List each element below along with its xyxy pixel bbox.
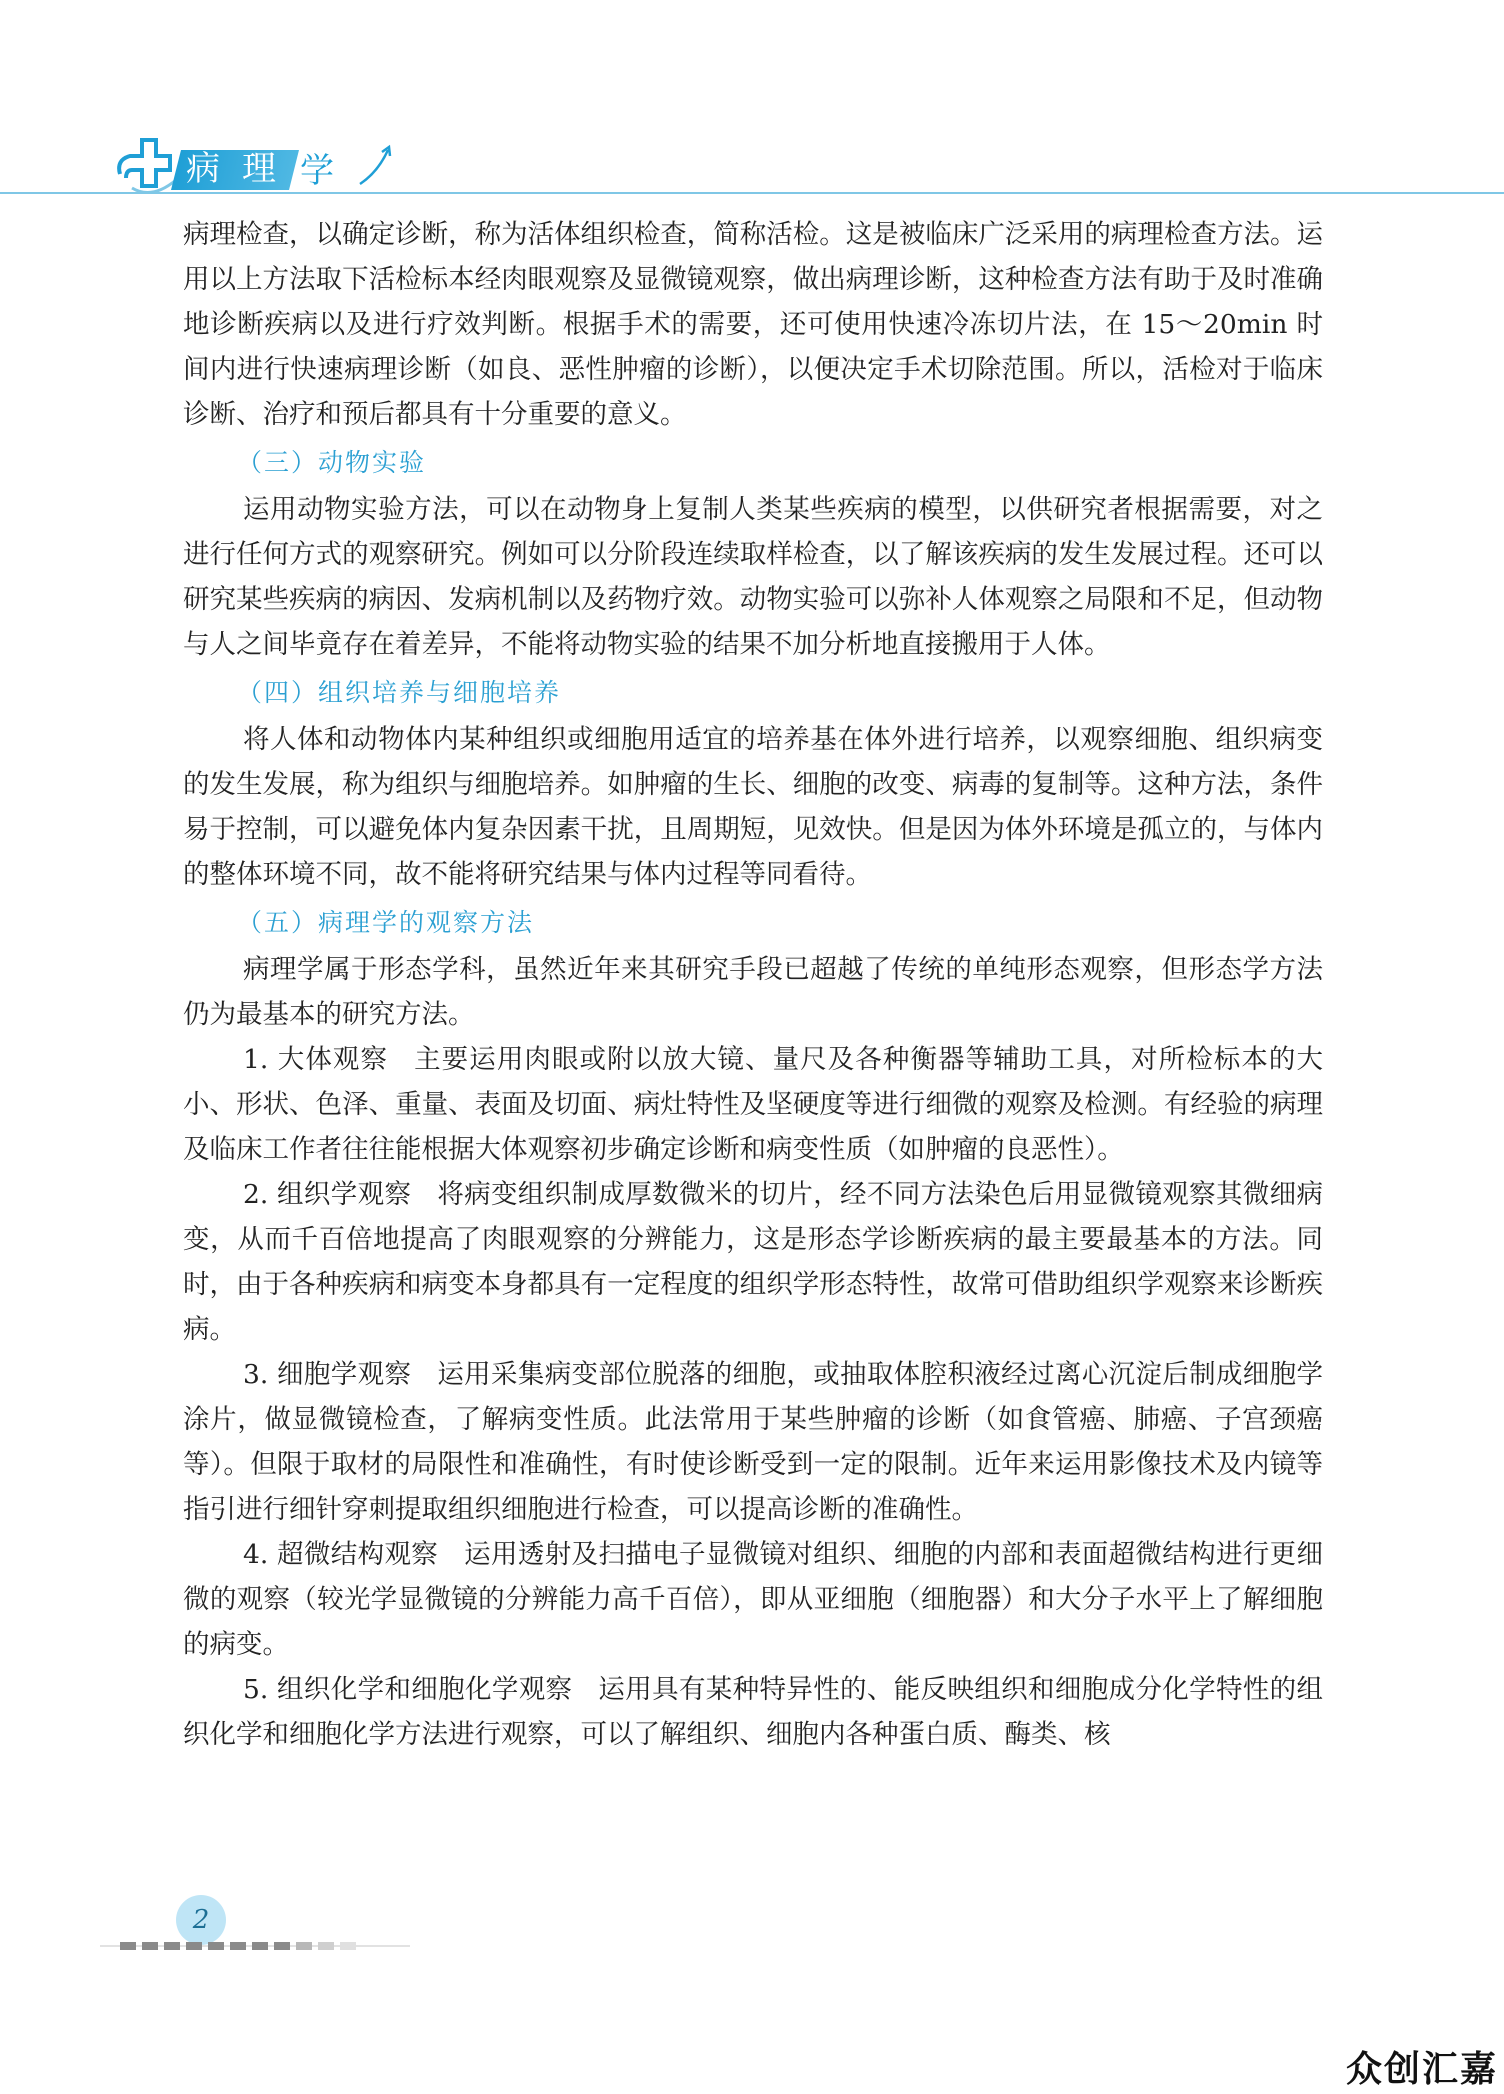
footer-stripes — [100, 1941, 410, 1951]
list-item — [183, 1352, 1323, 1532]
list-item — [183, 1667, 1323, 1757]
item-title: 3. 细胞学观察 — [243, 1359, 412, 1390]
page-header — [0, 130, 1504, 200]
page-number: 2 — [176, 1895, 226, 1945]
item-title: 5. 组织化学和细胞化学观察 — [243, 1674, 573, 1705]
book-title: 病理 — [186, 149, 298, 189]
item-text: 将病变组织制成厚数微米的切片，经不同方法染色后用显微镜观察其微细病变，从而千百倍地提高了肉眼观察的分辨能力，这是形态学诊断疾病的最主要最基本的方法。同时，由于各种疾病和病变本身都具有一定程度的组织学形态特性，故常可借助组织学观察来诊断疾病。 — [183, 1179, 1323, 1345]
page-content — [183, 212, 1323, 1757]
section-heading: （五）病理学的观察方法 — [237, 908, 535, 937]
list-item — [183, 1037, 1323, 1172]
paragraph: 运用动物实验方法，可以在动物身上复制人类某些疾病的模型，以供研究者根据需要，对之进行任何方式的观察研究。例如可以分阶段连续取样检查，以了解该疾病的发生发展过程。还可以研究某些疾病的病因、发病机制以及药物疗效。动物实验可以弥补人体观察之局限和不足，但动物与人之间毕竟存在着差异，不能将动物实验的结果不加分析地直接搬用于人体。 — [183, 494, 1323, 660]
paragraph: 病理检查，以确定诊断，称为活体组织检查，简称活检。这是被临床广泛采用的病理检查方法。运用以上方法取下活检标本经肉眼观察及显微镜观察，做出病理诊断，这种检查方法有助于及时准确地诊断疾病以及进行疗效判断。根据手术的需要，还可使用快速冷冻切片法，在 15～20min 时间内进行快速病理诊断（如良、恶性肿瘤的诊断），以便决定手术切除范围。所以，活检对于临床诊断、治疗和预后都具有十分重要的意义。 — [183, 219, 1323, 430]
item-text: 运用采集病变部位脱落的细胞，或抽取体腔积液经过离心沉淀后制成细胞学涂片，做显微镜检查，了解病变性质。此法常用于某些肿瘤的诊断（如食管癌、肺癌、子宫颈癌等）。但限于取材的局限性和准确性，有时使诊断受到一定的限制。近年来运用影像技术及内镜等指引进行细针穿刺提取组织细胞进行检查，可以提高诊断的准确性。 — [183, 1359, 1323, 1525]
item-text: 运用透射及扫描电子显微镜对组织、细胞的内部和表面超微结构进行更细微的观察（较光学显微镜的分辨能力高千百倍），即从亚细胞（细胞器）和大分子水平上了解细胞的病变。 — [183, 1539, 1323, 1660]
arrow-icon — [356, 144, 396, 188]
item-title: 1. 大体观察 — [243, 1044, 389, 1075]
section-heading: （四）组织培养与细胞培养 — [237, 678, 562, 707]
list-item — [183, 1532, 1323, 1667]
item-title: 2. 组织学观察 — [243, 1179, 412, 1210]
book-title-tail: 学 — [300, 151, 334, 191]
item-text: 主要运用肉眼或附以放大镜、量尺及各种衡器等辅助工具，对所检标本的大小、形状、色泽、重量、表面及切面、病灶特性及坚硬度等进行细微的观察及检测。有经验的病理及临床工作者往往能根据大体观察初步确定诊断和病变性质（如肿瘤的良恶性）。 — [183, 1044, 1323, 1165]
item-text: 运用具有某种特异性的、能反映组织和细胞成分化学特性的组织化学和细胞化学方法进行观察，可以了解组织、细胞内各种蛋白质、酶类、核 — [183, 1674, 1323, 1750]
paragraph: 病理学属于形态学科，虽然近年来其研究手段已超越了传统的单纯形态观察，但形态学方法仍为最基本的研究方法。 — [183, 954, 1323, 1030]
header-rule — [0, 192, 1504, 194]
section-heading: （三）动物实验 — [237, 448, 427, 477]
paragraph: 将人体和动物体内某种组织或细胞用适宜的培养基在体外进行培养，以观察细胞、组织病变的发生发展，称为组织与细胞培养。如肿瘤的生长、细胞的改变、病毒的复制等。这种方法，条件易于控制，可以避免体内复杂因素干扰，且周期短，见效快。但是因为体外环境是孤立的，与体内的整体环境不同，故不能将研究结果与体内过程等同看待。 — [183, 724, 1323, 890]
watermark: 众创汇嘉 — [1345, 2049, 1498, 2090]
list-item — [183, 1172, 1323, 1352]
page-footer — [100, 1895, 420, 1955]
item-title: 4. 超微结构观察 — [243, 1539, 439, 1570]
